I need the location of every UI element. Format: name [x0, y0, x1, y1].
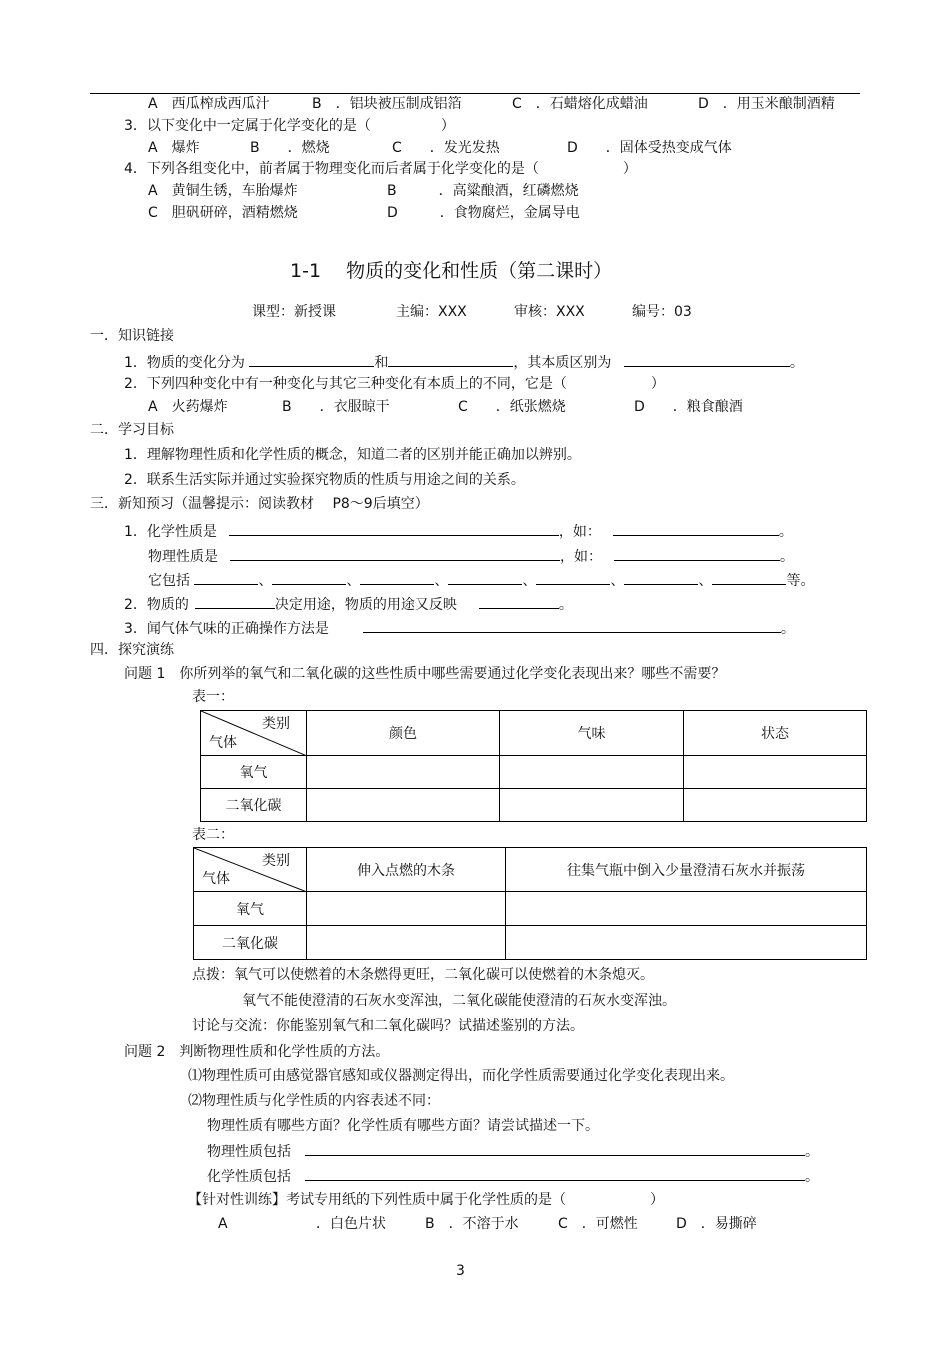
chem-prop-blank[interactable]	[229, 521, 559, 536]
phys-prop-blank[interactable]	[230, 546, 560, 561]
q2-option-a: A 西瓜榨成西瓜汁	[148, 96, 270, 112]
chem-prop-end: 。	[778, 524, 793, 540]
problem-2-prompt: 物理性质有哪些方面？化学性质有哪些方面？请尝试描述一下。	[207, 1118, 599, 1134]
s1-q2-option-c: C ．纸张燃烧	[458, 399, 566, 415]
includes-end: 等。	[786, 573, 815, 589]
use-mid: 决定用途，物质的用途又反映	[274, 597, 457, 613]
phys-includes-end: 。	[805, 1144, 819, 1160]
table-1-row-oxygen: 氧气	[201, 756, 307, 789]
problem-2-point-1: ⑴物理性质可由感觉器官感知或仪器测定得出，而化学性质需要通过化学变化表现出来。	[188, 1068, 734, 1084]
use-blank-1[interactable]	[195, 594, 275, 609]
smell-label: 3．闻气体气味的正确操作方法是	[124, 621, 329, 637]
table-1-corner-bottom: 气体	[209, 735, 237, 751]
table-2-cell[interactable]	[506, 926, 867, 960]
s1-q2: 2．下列四种变化中有一种变化与其它三种变化有本质上的不同，它是（ ）	[124, 376, 665, 392]
q4-option-a: A 黄铜生锈，车胎爆炸	[148, 183, 298, 199]
chem-prop-example-blank[interactable]	[613, 521, 779, 536]
table-1-row-co2: 二氧化碳	[201, 789, 307, 822]
s1-q1-end: 。	[789, 355, 804, 371]
use-blank-2[interactable]	[479, 594, 559, 609]
phys-includes-line	[207, 1141, 819, 1161]
q2-option-d: D ．用玉米酿制酒精	[698, 96, 835, 112]
q4-option-b: B ．高粱酿酒，红磷燃烧	[387, 183, 579, 199]
q3-option-a: A 爆炸	[148, 140, 200, 156]
q3-option-c: C ．发光发热	[392, 140, 500, 156]
section-1-title: 一．知识链接	[90, 328, 174, 344]
table-2-cell[interactable]	[307, 892, 506, 926]
problem-1: 问题 1 你所列举的氧气和二氧化碳的这些性质中哪些需要通过化学变化表现出来？哪些不需要？	[124, 666, 726, 682]
chem-prop-line	[124, 521, 793, 541]
goal-2: 2．联系生活实际并通过实验探究物质的性质与用途之间的关系。	[124, 472, 525, 488]
table-1-cell[interactable]	[307, 756, 500, 789]
includes-blank-4[interactable]	[448, 570, 522, 585]
phys-prop-end: 。	[780, 549, 794, 565]
includes-sep: 、	[346, 573, 361, 589]
use-line	[124, 594, 573, 614]
q4-text: 4．下列各组变化中，前者属于物理变化而后者属于化学变化的是（ ）	[124, 161, 637, 177]
use-prefix: 2．物质的	[124, 597, 189, 613]
table-2-row-oxygen: 氧气	[194, 892, 307, 926]
smell-line	[124, 618, 795, 638]
s1-q2-option-b: B ．衣服晾干	[282, 399, 390, 415]
table-1-cell[interactable]	[500, 789, 684, 822]
chem-prop-label: 1．化学性质是	[124, 524, 217, 540]
goal-1: 1．理解物理性质和化学性质的概念，知道二者的区别并能正确加以辨别。	[124, 447, 581, 463]
s1-q1-diff: ，其本质区别为	[513, 355, 612, 371]
includes-blank-6[interactable]	[624, 570, 698, 585]
table-2-caption: 表二：	[192, 827, 234, 843]
phys-includes-label: 物理性质包括	[207, 1144, 291, 1160]
q2-option-b: B ．铝块被压制成铝箔	[312, 96, 462, 112]
table-1-col-color: 颜色	[307, 711, 500, 756]
table-1-col-state: 状态	[684, 711, 867, 756]
chem-includes-line	[207, 1166, 819, 1186]
table-1-caption: 表一：	[192, 689, 234, 705]
q3-text: 3．以下变化中一定属于化学变化的是（ ）	[124, 118, 455, 134]
tip-1: 点拨：氧气可以使燃着的木条燃得更旺，二氧化碳可以使燃着的木条熄灭。	[192, 967, 654, 983]
table-2-col-splint: 伸入点燃的木条	[307, 848, 506, 892]
lesson-reviewer: 审核：XXX	[514, 304, 585, 320]
smell-blank[interactable]	[363, 618, 781, 633]
use-end: 。	[558, 597, 573, 613]
training-question: 【针对性训练】考试专用纸的下列性质中属于化学性质的是（ ）	[188, 1192, 664, 1208]
includes-sep: 、	[258, 573, 273, 589]
includes-blank-7[interactable]	[712, 570, 786, 585]
table-2-corner	[194, 848, 307, 892]
table-1-cell[interactable]	[500, 756, 684, 789]
table-1-cell[interactable]	[684, 789, 867, 822]
q2-option-c: C ．石蜡熔化成蜡油	[512, 96, 648, 112]
table-2-row-co2: 二氧化碳	[194, 926, 307, 960]
includes-blank-2[interactable]	[272, 570, 346, 585]
table-1-corner	[201, 711, 307, 756]
phys-prop-label: 物理性质是	[148, 549, 218, 565]
includes-sep: 、	[434, 573, 449, 589]
s1-q1-blank-3[interactable]	[624, 352, 790, 367]
lesson-title: 1-1 物质的变化和性质（第二课时）	[290, 260, 613, 282]
chem-includes-blank[interactable]	[305, 1166, 805, 1181]
discussion: 讨论与交流：你能鉴别氧气和二氧化碳吗？试描述鉴别的方法。	[192, 1018, 584, 1034]
q3-option-d: D ．固体受热变成气体	[567, 140, 732, 156]
includes-sep: 、	[610, 573, 625, 589]
section-3-title: 三．新知预习（温馨提示：阅读教材 P8～9后填空）	[90, 496, 429, 512]
training-option-b: B ．不溶于水	[425, 1216, 519, 1232]
table-1	[200, 710, 867, 822]
includes-sep: 、	[698, 573, 713, 589]
chem-includes-end: 。	[805, 1169, 819, 1185]
q3-option-b: B ．燃烧	[250, 140, 330, 156]
includes-blank-5[interactable]	[536, 570, 610, 585]
phys-includes-blank[interactable]	[305, 1141, 805, 1156]
page-number: 3	[456, 1263, 465, 1279]
includes-blank-1[interactable]	[194, 570, 258, 585]
includes-sep: 、	[522, 573, 537, 589]
table-1-corner-top: 类别	[262, 716, 290, 732]
s1-q1-prefix: 1．物质的变化分为	[124, 355, 245, 371]
includes-label: 它包括	[148, 573, 190, 589]
table-2	[193, 847, 867, 960]
table-1-col-smell: 气味	[500, 711, 684, 756]
problem-2: 问题 2 判断物理性质和化学性质的方法。	[124, 1044, 390, 1060]
lesson-type: 课型：新授课	[252, 304, 336, 320]
lesson-number: 编号：03	[632, 304, 692, 320]
top-rule	[90, 93, 860, 94]
table-1-cell[interactable]	[307, 789, 500, 822]
includes-line	[148, 570, 814, 590]
table-2-corner-bottom: 气体	[202, 871, 230, 887]
s1-q1-and: 和	[374, 355, 389, 371]
s1-q1-blank-1[interactable]	[249, 352, 374, 367]
q4-option-d: D ．食物腐烂，金属导电	[387, 205, 580, 221]
q4-option-c: C 胆矾研碎，酒精燃烧	[148, 205, 298, 221]
phys-prop-line	[148, 546, 794, 566]
phys-prop-example-blank[interactable]	[614, 546, 780, 561]
tip-2: 氧气不能使澄清的石灰水变浑浊，二氧化碳能使澄清的石灰水变浑浊。	[242, 993, 676, 1009]
training-option-d: D ．易撕碎	[676, 1216, 757, 1232]
s1-q1-blank-2[interactable]	[388, 352, 513, 367]
section-2-title: 二．学习目标	[90, 422, 174, 438]
table-2-col-limewater: 往集气瓶中倒入少量澄清石灰水并振荡	[506, 848, 867, 892]
table-2-corner-top: 类别	[262, 853, 290, 869]
s1-q2-option-d: D ．粮食酿酒	[634, 399, 743, 415]
training-option-c: C ．可燃性	[558, 1216, 638, 1232]
training-option-a-text: ．白色片状	[316, 1216, 386, 1232]
chem-prop-ru: ，如：	[558, 524, 601, 540]
table-2-cell[interactable]	[506, 892, 867, 926]
phys-prop-ru: ，如：	[560, 549, 602, 565]
s1-q2-option-a: A 火药爆炸	[148, 399, 228, 415]
problem-2-point-2: ⑵物理性质与化学性质的内容表述不同：	[188, 1093, 440, 1109]
table-2-cell[interactable]	[307, 926, 506, 960]
lesson-editor: 主编：XXX	[396, 304, 467, 320]
smell-end: 。	[780, 621, 795, 637]
table-1-cell[interactable]	[684, 756, 867, 789]
training-option-a: A	[218, 1216, 228, 1232]
section-4-title: 四．探究演练	[90, 642, 174, 658]
includes-blank-3[interactable]	[360, 570, 434, 585]
s1-q1	[124, 352, 804, 372]
chem-includes-label: 化学性质包括	[207, 1169, 291, 1185]
